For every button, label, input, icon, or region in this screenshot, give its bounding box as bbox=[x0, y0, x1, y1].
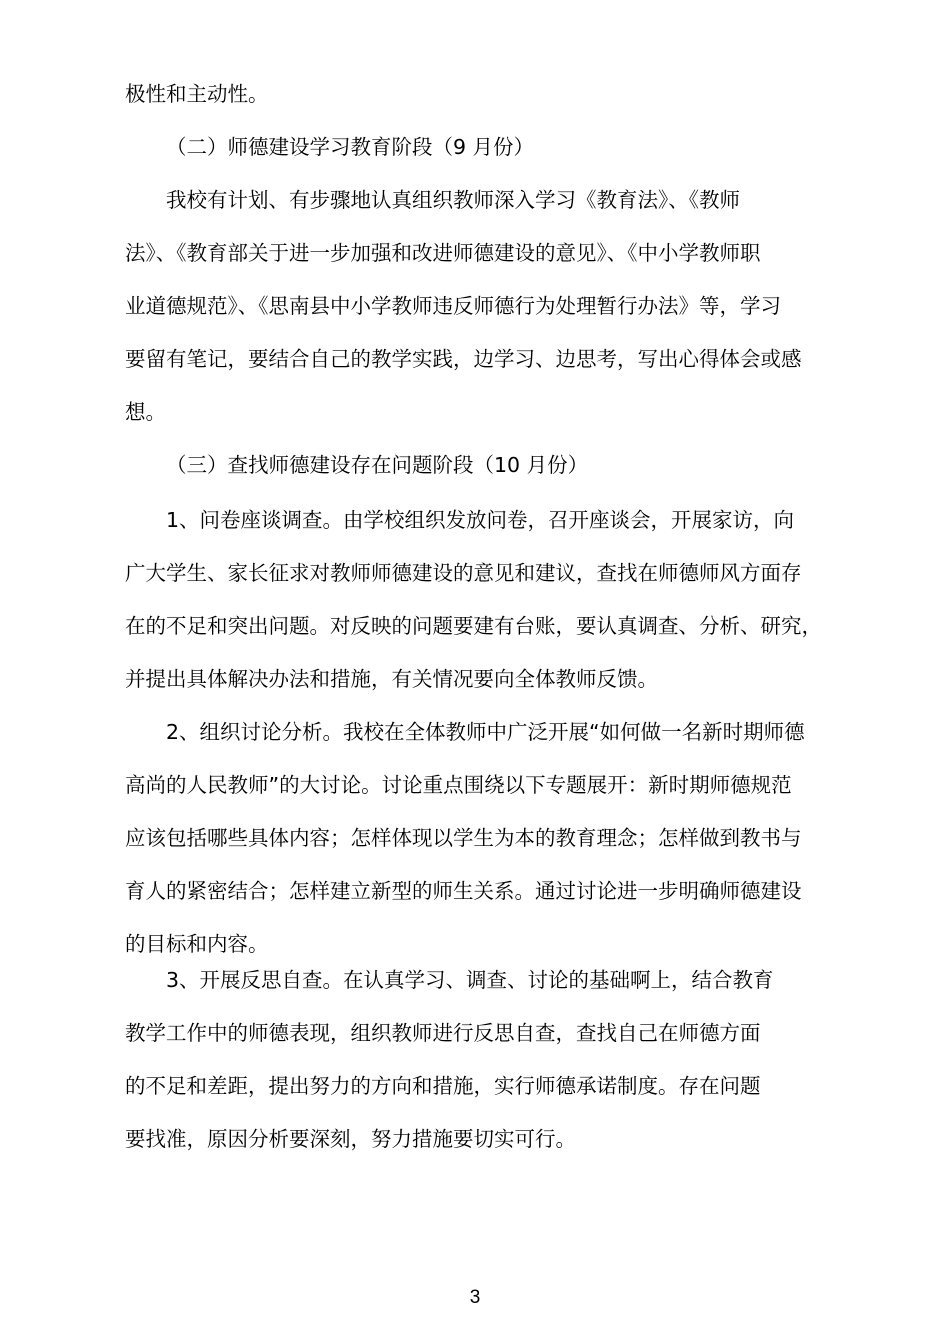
body-line: 业道德规范》、《思南县中小学教师违反师德行为处理暂行办法》等，学习 bbox=[125, 294, 781, 318]
body-line: 极性和主动性。 bbox=[125, 82, 269, 106]
body-line: 要留有笔记，要结合自己的教学实践，边学习、边思考，写出心得体会或感 bbox=[125, 347, 802, 371]
body-line: 广大学生、家长征求对教师师德建设的意见和建议，查找在师德师风方面存 bbox=[125, 561, 802, 585]
body-line: 应该包括哪些具体内容；怎样体现以学生为本的教育理念；怎样做到教书与 bbox=[125, 826, 802, 850]
body-line: 的目标和内容。 bbox=[125, 932, 269, 956]
body-line: 高尚的人民教师”的大讨论。讨论重点围绕以下专题展开：新时期师德规范 bbox=[125, 773, 792, 797]
section-heading: （三）查找师德建设存在问题阶段（10 月份） bbox=[166, 453, 589, 477]
body-line: 育人的紧密结合；怎样建立新型的师生关系。通过讨论进一步明确师德建设 bbox=[125, 879, 802, 903]
body-line: 法》、《教育部关于进一步加强和改进师德建设的意见》、《中小学教师职 bbox=[125, 241, 761, 265]
body-line: 2、组织讨论分析。我校在全体教师中广泛开展“如何做一名新时期师德 bbox=[166, 720, 805, 744]
page-number: 3 bbox=[469, 1287, 481, 1308]
body-line: 1、问卷座谈调查。由学校组织发放问卷，召开座谈会，开展家访，向 bbox=[166, 508, 795, 532]
body-line: 我校有计划、有步骤地认真组织教师深入学习《教育法》、《教师 bbox=[166, 188, 740, 212]
section-heading: （二）师德建设学习教育阶段（9 月份） bbox=[166, 135, 535, 159]
body-line: 3、开展反思自查。在认真学习、调查、讨论的基础啊上，结合教育 bbox=[166, 968, 774, 992]
body-line: 教学工作中的师德表现，组织教师进行反思自查，查找自己在师德方面 bbox=[125, 1021, 761, 1045]
body-line: 并提出具体解决办法和措施，有关情况要向全体教师反馈。 bbox=[125, 667, 658, 691]
body-line: 想。 bbox=[125, 400, 166, 424]
body-line: 的不足和差距，提出努力的方向和措施，实行师德承诺制度。存在问题 bbox=[125, 1074, 761, 1098]
body-line: 在的不足和突出问题。对反映的问题要建有台账，要认真调查、分析、研究， bbox=[125, 614, 822, 638]
body-line: 要找准，原因分析要深刻，努力措施要切实可行。 bbox=[125, 1127, 576, 1151]
